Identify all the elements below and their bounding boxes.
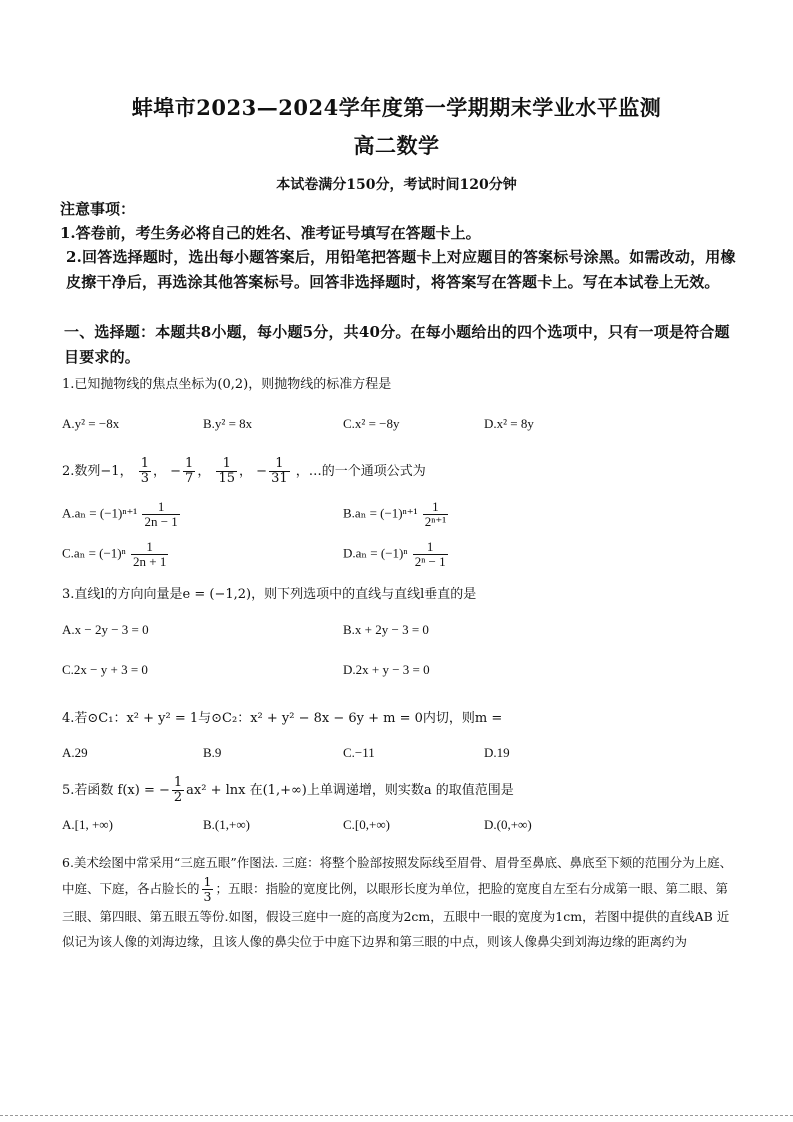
question-3-option-b: B.x + 2y − 3 = 0 — [343, 622, 429, 637]
question-2-term-2: − $\frac{1}{7}$ — [170, 456, 194, 486]
question-2-stem: 2.数列−1， $\frac{1}{3}$ ， − $\frac{1}{7}$ ， $\frac{1}{15}$ ， − $\frac{1}{31}$ ，…的一个通项公式为 — [62, 456, 426, 486]
question-2-term-4: − $\frac{1}{31}$ — [256, 456, 288, 486]
question-6-fraction: $\frac{1}{3}$ — [203, 874, 212, 904]
question-2-term-1: $\frac{1}{3}$ — [140, 456, 149, 486]
question-2-option-b: B.aₙ = (−1)ⁿ⁺¹ $\frac{1}{\text{2ⁿ⁺¹}}$ — [343, 499, 447, 529]
question-6-stem: 6.美术绘图中常采用“三庭五眼”作图法. 三庭：将整个脸部按照发际线至眉骨、眉骨至鼻底、鼻底至下颏的范围分为上庭、中庭、下庭，各占脸长的 $\frac{1}{3}$ ；五眼：指脸的宽度比例，以眼形长度为单位，把脸的宽度自左至右分成第一眼、第二眼、第三眼、第四眼、第五眼五等份.如图，假设三庭中一庭的高度为2cm，五眼中一眼的宽度为1cm，若图中提供的直线AB 近似记为该人像的刘海边缘，且该人像的鼻尖位于中庭下边界和第三眼的中点，则该人像鼻尖到刘海边缘的距离约为 — [62, 855, 733, 949]
exam-info: 本试卷满分150分，考试时间120分钟 — [276, 177, 517, 193]
question-1-option-d: D.x² = 8y — [484, 416, 534, 431]
question-1-stem: 1.已知抛物线的焦点坐标为(0,2)，则抛物线的标准方程是 — [62, 377, 392, 392]
question-4-option-d: D.19 — [484, 745, 510, 760]
question-5-option-c: C.[0,+∞) — [343, 817, 390, 832]
question-5-option-b: B.(1,+∞) — [203, 817, 250, 832]
question-1-option-c: C.x² = −8y — [343, 416, 400, 431]
notice-heading: 注意事项： — [60, 200, 136, 218]
question-5-option-a: A.[1, +∞) — [62, 817, 113, 832]
question-3-option-a: A.x − 2y − 3 = 0 — [62, 622, 149, 637]
notice-item-2: 2.回答选择题时，选出每小题答案后，用铅笔把答题卡上对应题目的答案标号涂黑。如需改动，用橡皮擦干净后，再选涂其他答案标号。回答非选择题时，将答案写在答题卡上。写在本试卷上无效。 — [66, 248, 736, 291]
question-4-option-b: B.9 — [203, 745, 222, 760]
question-5-fraction: $\frac{1}{2}$ — [173, 775, 183, 805]
subject-title: 高二数学 — [353, 133, 440, 158]
question-2-option-a: A.aₙ = (−1)ⁿ⁺¹ $\frac{1}{2n - 1}$ — [62, 499, 178, 529]
question-2-suffix: ，…的一个通项公式为 — [295, 464, 426, 479]
question-3-option-d: D.2x + y − 3 = 0 — [343, 662, 430, 677]
question-3-stem: 3.直线l的方向向量是e = (−1,2)，则下列选项中的直线与直线l垂直的是 — [62, 587, 477, 602]
question-2-option-d: D.aₙ = (−1)ⁿ $\frac{1}{\text{2ⁿ − 1}}$ — [343, 539, 446, 569]
question-3-option-c: C.2x − y + 3 = 0 — [62, 662, 148, 677]
page-bottom-rule — [0, 1115, 793, 1116]
question-5-stem: 5.若函数 f(x) = − $\frac{1}{2}$ ax² + lnx 在(1,+∞)上单调递增，则实数a 的取值范围是 — [62, 775, 514, 805]
question-5-option-d: D.(0,+∞) — [484, 817, 532, 832]
notice-item-1: 1.答卷前，考生务必将自己的姓名、准考证号填写在答题卡上。 — [60, 224, 481, 242]
question-2-option-c: C.aₙ = (−1)ⁿ $\frac{1}{2n + 1}$ — [62, 539, 167, 569]
question-2-prefix: 2.数列−1， — [62, 464, 133, 479]
question-1-option-b: B.y² = 8x — [203, 416, 253, 431]
question-4-option-c: C.−11 — [343, 745, 375, 760]
question-2-term-3: $\frac{1}{15}$ — [218, 456, 236, 486]
question-1-option-a: A.y² = −8x — [62, 416, 120, 431]
exam-title: 蚌埠市2023—2024学年度第一学期期末学业水平监测 — [131, 95, 662, 120]
question-4-stem: 4.若⊙C₁：x² + y² = 1与⊙C₂：x² + y² − 8x − 6y + m = 0内切，则m = — [62, 711, 503, 726]
question-4-option-a: A.29 — [62, 745, 88, 760]
section-1-heading: 一、选择题：本题共8小题，每小题5分，共40分。在每小题给出的四个选项中，只有一项是符合题目要求的。 — [64, 323, 730, 366]
